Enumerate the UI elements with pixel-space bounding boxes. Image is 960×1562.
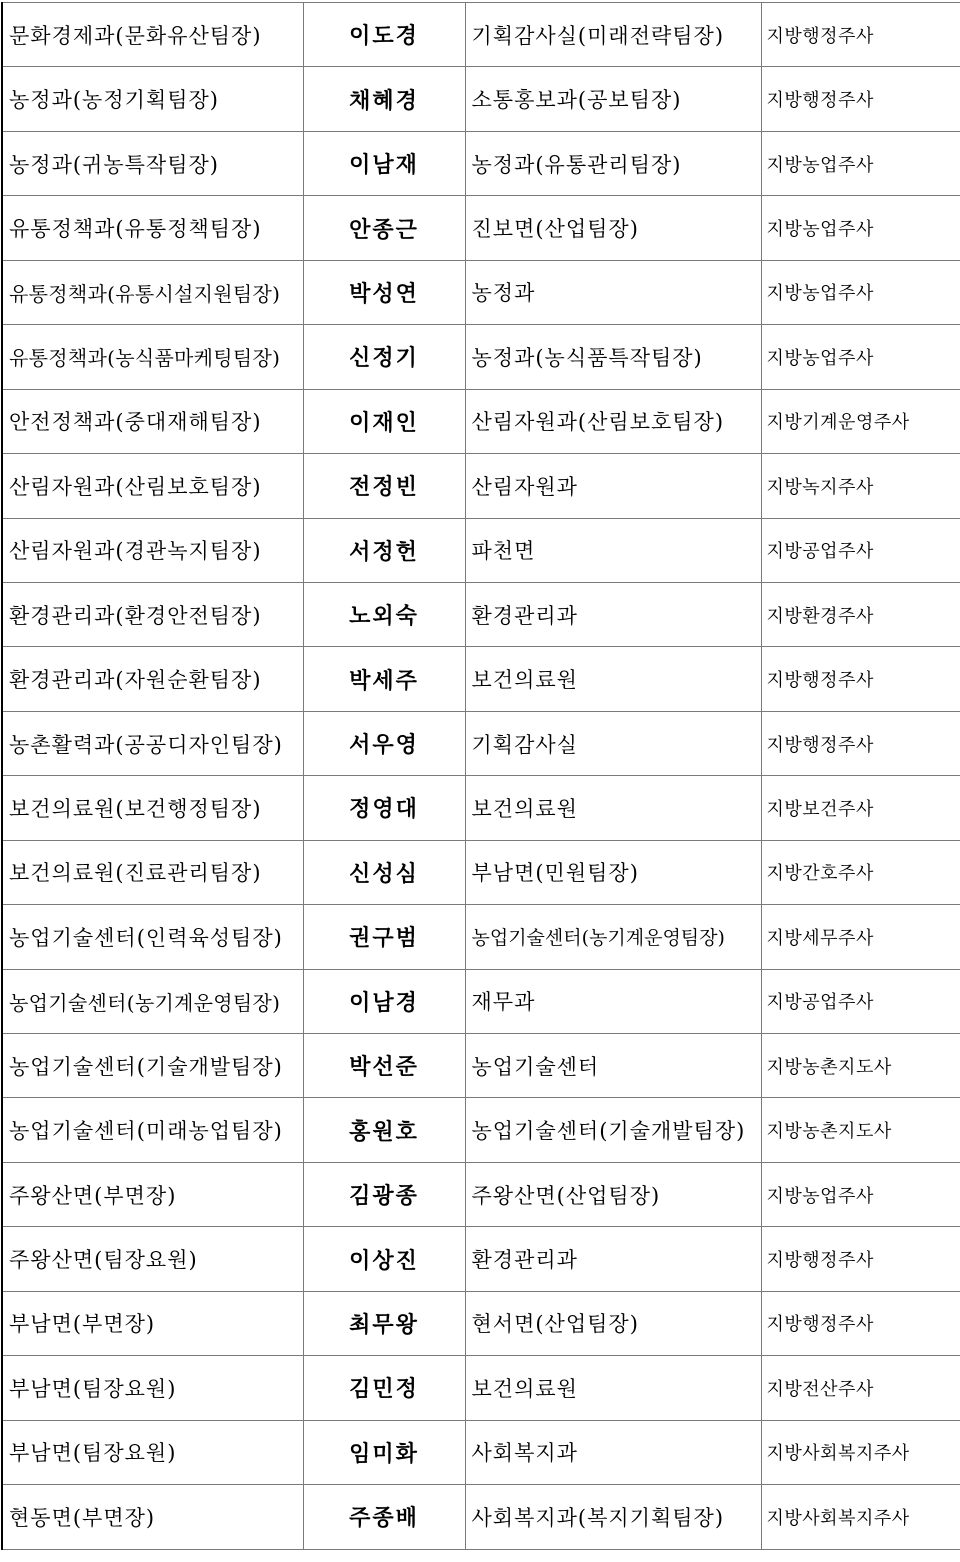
new-post-cell: 환경관리과 — [465, 1227, 761, 1291]
previous-post-cell: 농업기술센터(기술개발팀장) — [2, 1034, 303, 1098]
new-post-cell: 농업기술센터 — [465, 1034, 761, 1098]
previous-post-cell: 농촌활력과(공공디자인팀장) — [2, 711, 303, 775]
rank-cell: 지방농업주사 — [761, 196, 960, 260]
previous-post-cell: 유통정책과(유통정책팀장) — [2, 196, 303, 260]
employee-name-cell: 임미화 — [303, 1420, 465, 1484]
rank-cell: 지방행정주사 — [761, 3, 960, 67]
new-post-cell: 농정과(농식품특작팀장) — [465, 325, 761, 389]
new-post-cell: 소통홍보과(공보팀장) — [465, 67, 761, 131]
new-post-cell: 주왕산면(산업팀장) — [465, 1162, 761, 1226]
previous-post-cell: 보건의료원(진료관리팀장) — [2, 840, 303, 904]
new-post-cell: 보건의료원 — [465, 776, 761, 840]
employee-name-cell: 이재인 — [303, 389, 465, 453]
personnel-table-body — [2, 3, 960, 1550]
previous-post-cell: 산림자원과(산림보호팀장) — [2, 454, 303, 518]
table-row — [2, 518, 960, 582]
table-row — [2, 196, 960, 260]
table-row — [2, 582, 960, 646]
table-row — [2, 67, 960, 131]
employee-name-cell: 이남경 — [303, 969, 465, 1033]
previous-post-cell: 농업기술센터(농기계운영팀장) — [2, 969, 303, 1033]
previous-post-cell: 부남면(팀장요원) — [2, 1356, 303, 1420]
table-row — [2, 647, 960, 711]
table-row — [2, 389, 960, 453]
rank-cell: 지방공업주사 — [761, 518, 960, 582]
new-post-cell: 파천면 — [465, 518, 761, 582]
new-post-cell: 산림자원과 — [465, 454, 761, 518]
previous-post-cell: 보건의료원(보건행정팀장) — [2, 776, 303, 840]
new-post-cell: 농업기술센터(기술개발팀장) — [465, 1098, 761, 1162]
new-post-cell: 기획감사실(미래전략팀장) — [465, 3, 761, 67]
rank-cell: 지방행정주사 — [761, 67, 960, 131]
new-post-cell: 재무과 — [465, 969, 761, 1033]
rank-cell: 지방농업주사 — [761, 1162, 960, 1226]
employee-name-cell: 서정헌 — [303, 518, 465, 582]
new-post-cell: 기획감사실 — [465, 711, 761, 775]
previous-post-cell: 안전정책과(중대재해팀장) — [2, 389, 303, 453]
new-post-cell: 사회복지과 — [465, 1420, 761, 1484]
rank-cell: 지방녹지주사 — [761, 454, 960, 518]
previous-post-cell: 환경관리과(환경안전팀장) — [2, 582, 303, 646]
rank-cell: 지방기계운영주사 — [761, 389, 960, 453]
employee-name-cell: 김민정 — [303, 1356, 465, 1420]
rank-cell: 지방농업주사 — [761, 131, 960, 195]
new-post-cell: 환경관리과 — [465, 582, 761, 646]
new-post-cell: 보건의료원 — [465, 647, 761, 711]
table-row — [2, 131, 960, 195]
previous-post-cell: 환경관리과(자원순환팀장) — [2, 647, 303, 711]
table-row — [2, 1291, 960, 1355]
previous-post-cell: 산림자원과(경관녹지팀장) — [2, 518, 303, 582]
new-post-cell: 농업기술센터(농기계운영팀장) — [465, 905, 761, 969]
table-row — [2, 905, 960, 969]
table-row — [2, 1356, 960, 1420]
rank-cell: 지방전산주사 — [761, 1356, 960, 1420]
table-row — [2, 260, 960, 324]
new-post-cell: 농정과 — [465, 260, 761, 324]
employee-name-cell: 홍원호 — [303, 1098, 465, 1162]
table-row — [2, 3, 960, 67]
previous-post-cell: 농업기술센터(미래농업팀장) — [2, 1098, 303, 1162]
rank-cell: 지방환경주사 — [761, 582, 960, 646]
previous-post-cell: 농업기술센터(인력육성팀장) — [2, 905, 303, 969]
rank-cell: 지방농촌지도사 — [761, 1034, 960, 1098]
table-row — [2, 1227, 960, 1291]
previous-post-cell: 주왕산면(부면장) — [2, 1162, 303, 1226]
previous-post-cell: 주왕산면(팀장요원) — [2, 1227, 303, 1291]
employee-name-cell: 채혜경 — [303, 67, 465, 131]
table-row — [2, 325, 960, 389]
employee-name-cell: 이상진 — [303, 1227, 465, 1291]
table-row — [2, 1162, 960, 1226]
previous-post-cell: 부남면(팀장요원) — [2, 1420, 303, 1484]
employee-name-cell: 권구범 — [303, 905, 465, 969]
rank-cell: 지방사회복지주사 — [761, 1485, 960, 1549]
employee-name-cell: 서우영 — [303, 711, 465, 775]
new-post-cell: 농정과(유통관리팀장) — [465, 131, 761, 195]
table-row — [2, 1098, 960, 1162]
employee-name-cell: 김광종 — [303, 1162, 465, 1226]
new-post-cell: 부남면(민원팀장) — [465, 840, 761, 904]
rank-cell: 지방농업주사 — [761, 325, 960, 389]
employee-name-cell: 박세주 — [303, 647, 465, 711]
rank-cell: 지방사회복지주사 — [761, 1420, 960, 1484]
previous-post-cell: 부남면(부면장) — [2, 1291, 303, 1355]
employee-name-cell: 이남재 — [303, 131, 465, 195]
table-row — [2, 1034, 960, 1098]
new-post-cell: 사회복지과(복지기획팀장) — [465, 1485, 761, 1549]
previous-post-cell: 현동면(부면장) — [2, 1485, 303, 1549]
employee-name-cell: 전정빈 — [303, 454, 465, 518]
employee-name-cell: 안종근 — [303, 196, 465, 260]
table-row — [2, 1420, 960, 1484]
rank-cell: 지방간호주사 — [761, 840, 960, 904]
employee-name-cell: 신정기 — [303, 325, 465, 389]
table-row — [2, 1485, 960, 1549]
table-row — [2, 711, 960, 775]
rank-cell: 지방행정주사 — [761, 647, 960, 711]
new-post-cell: 현서면(산업팀장) — [465, 1291, 761, 1355]
rank-cell: 지방행정주사 — [761, 711, 960, 775]
personnel-table — [1, 2, 960, 1550]
rank-cell: 지방보건주사 — [761, 776, 960, 840]
new-post-cell: 진보면(산업팀장) — [465, 196, 761, 260]
rank-cell: 지방세무주사 — [761, 905, 960, 969]
employee-name-cell: 최무왕 — [303, 1291, 465, 1355]
new-post-cell: 보건의료원 — [465, 1356, 761, 1420]
rank-cell: 지방행정주사 — [761, 1227, 960, 1291]
employee-name-cell: 이도경 — [303, 3, 465, 67]
table-row — [2, 454, 960, 518]
previous-post-cell: 농정과(농정기획팀장) — [2, 67, 303, 131]
rank-cell: 지방농촌지도사 — [761, 1098, 960, 1162]
previous-post-cell: 농정과(귀농특작팀장) — [2, 131, 303, 195]
rank-cell: 지방행정주사 — [761, 1291, 960, 1355]
table-row — [2, 840, 960, 904]
rank-cell: 지방공업주사 — [761, 969, 960, 1033]
employee-name-cell: 박선준 — [303, 1034, 465, 1098]
rank-cell: 지방농업주사 — [761, 260, 960, 324]
employee-name-cell: 정영대 — [303, 776, 465, 840]
new-post-cell: 산림자원과(산림보호팀장) — [465, 389, 761, 453]
employee-name-cell: 박성연 — [303, 260, 465, 324]
previous-post-cell: 문화경제과(문화유산팀장) — [2, 3, 303, 67]
previous-post-cell: 유통정책과(농식품마케팅팀장) — [2, 325, 303, 389]
table-row — [2, 969, 960, 1033]
previous-post-cell: 유통정책과(유통시설지원팀장) — [2, 260, 303, 324]
employee-name-cell: 신성심 — [303, 840, 465, 904]
employee-name-cell: 주종배 — [303, 1485, 465, 1549]
table-row — [2, 776, 960, 840]
employee-name-cell: 노외숙 — [303, 582, 465, 646]
